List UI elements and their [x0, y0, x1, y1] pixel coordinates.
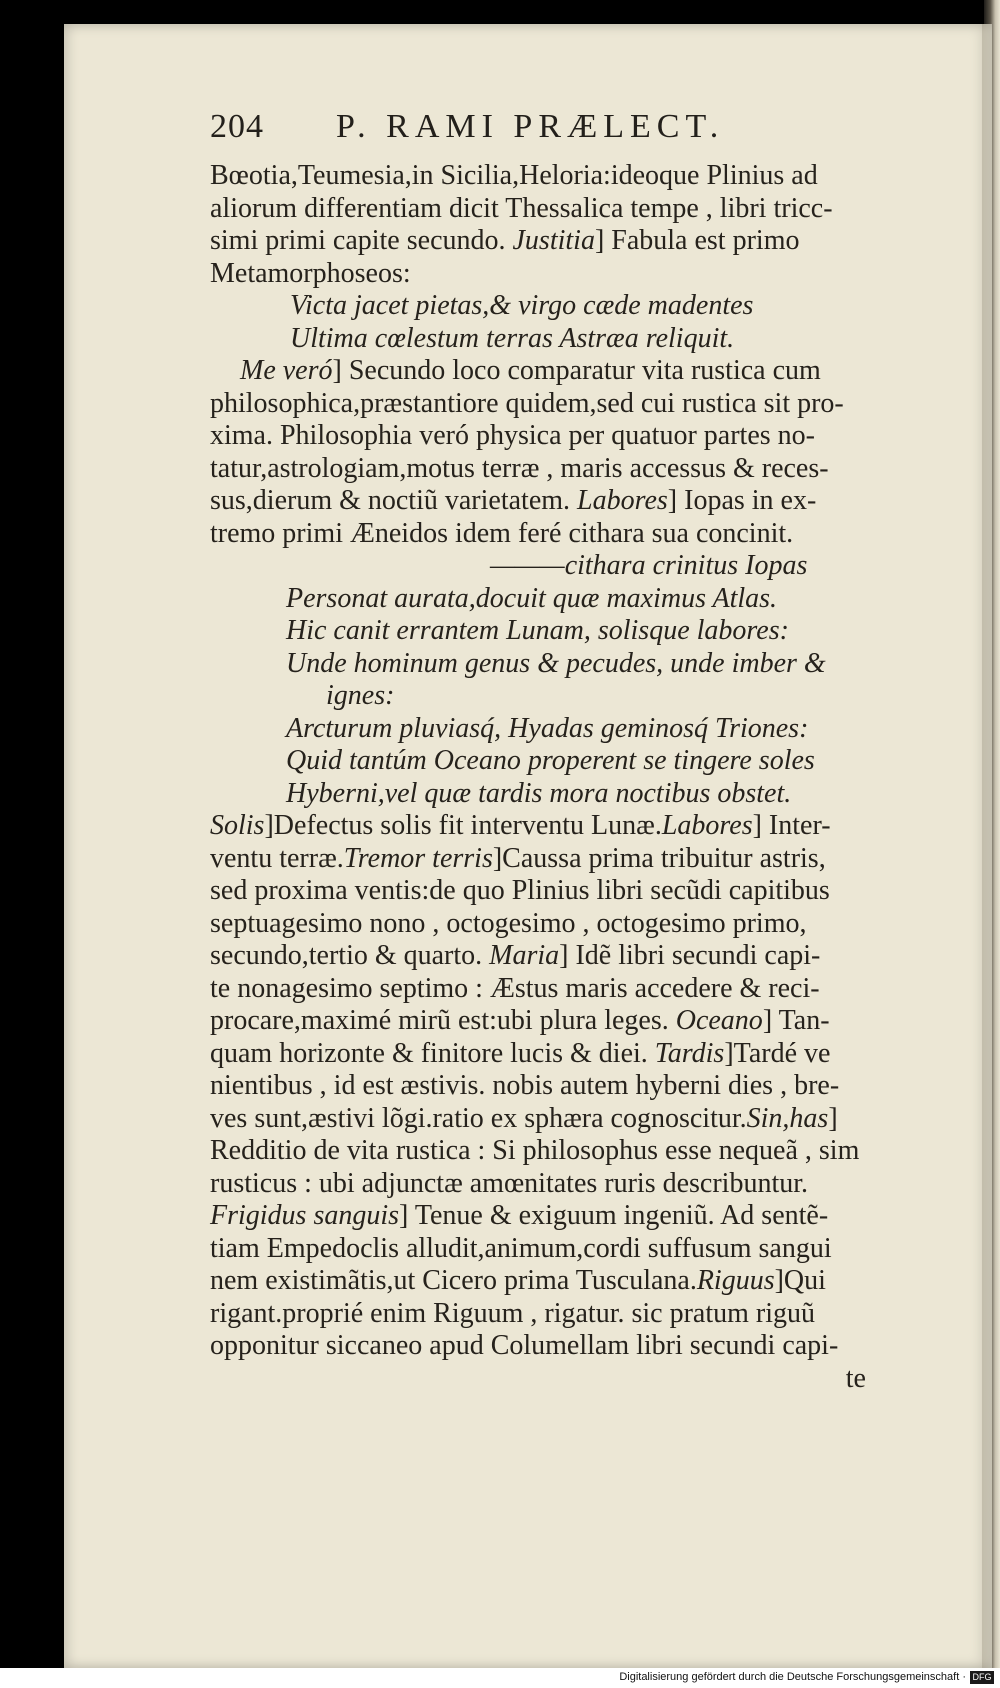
dfg-logo: DFG — [970, 1671, 994, 1684]
verse-line: Unde hominum genus & pecudes, unde imber & — [286, 647, 826, 679]
text-span: nem existimãtis,ut Cicero prima Tusculana. — [210, 1265, 697, 1296]
funding-credit: Digitalisierung gefördert durch die Deutsche Forschungsgemeinschaft · — [619, 1671, 966, 1683]
text-line — [210, 940, 940, 973]
text-line: xima. Philosophia veró physica per quatuor partes no- — [210, 420, 815, 451]
text-span: procare,maximé mirũ est:ubi plura leges. — [210, 1005, 669, 1036]
text-span: sus,dierum & noctiũ varietatem. — [210, 485, 571, 516]
digitization-footer — [0, 1668, 1000, 1688]
text-span: ] Inter- — [752, 810, 831, 841]
lemma-labores: Labores — [661, 810, 753, 841]
verse-line: Arcturum pluviasq́, Hyadas geminosq́ Triones: — [286, 712, 809, 744]
lemma-tardis: Tardis — [654, 1037, 725, 1069]
text-line — [210, 1265, 940, 1298]
text-line: rigant.proprié enim Riguum , rigatur. sic pratum riguũ — [210, 1297, 815, 1329]
text-span: ] Fabula est primo — [594, 225, 800, 256]
text-line: philosophica,præstantiore quidem,sed cui rustica sit pro- — [210, 387, 844, 419]
text-span: ] — [264, 810, 274, 841]
text-line — [210, 1038, 940, 1071]
verse-line: Hic canit errantem Lunam, solisque labores: — [286, 615, 789, 646]
text-span: ] Iopas in ex- — [667, 485, 817, 516]
text-span: Tenue & exiguum ingeniũ. Ad sentẽ- — [414, 1200, 829, 1231]
text-span: ] Idẽ libri secundi capi- — [559, 940, 821, 971]
verse-line: Ultima cœlestum terras Astræa reliquit. — [290, 322, 735, 354]
text-line: tatur,astrologiam,motus terræ , maris accessus & reces- — [210, 452, 829, 484]
text-span: ves sunt,æstivi lõgi.ratio ex sphæra cognoscitur. — [210, 1102, 747, 1134]
text-line: septuagesimo nono , octogesimo , octogesimo primo, — [210, 907, 807, 939]
text-span: Secundo loco comparatur vita rustica cum — [348, 355, 821, 386]
lemma-labores: Labores — [577, 485, 668, 516]
text-line: aliorum differentiam dicit Thessalica tempe , libri tricc- — [210, 192, 833, 224]
lemma-maria: Maria — [489, 940, 560, 971]
lemma-frigidus-sanguis: Frigidus sanguis — [210, 1200, 400, 1231]
lemma-justitia: Justitia — [512, 225, 595, 256]
verse-line: Hyberni,vel quæ tardis mora noctibus obstet. — [286, 777, 792, 809]
verse-line: Quid tantúm Oceano properent se tingere soles — [286, 745, 815, 776]
text-line — [210, 810, 940, 843]
verse-line: ———cithara crinitus Iopas — [490, 550, 808, 581]
lemma-sin-has: Sin,has — [746, 1102, 829, 1134]
text-line: tiam Empedoclis alludit,animum,cordi suffusum sangui — [210, 1232, 832, 1264]
lemma-me-vero: Me veró — [240, 355, 333, 386]
text-span: Defectus solis fit interventu Lunæ. — [273, 810, 662, 841]
verse-line: Victa jacet pietas,& virgo cæde madentes — [290, 290, 754, 321]
text-line: nientibus , id est æstivis. nobis autem hyberni dies , bre- — [210, 1070, 840, 1101]
text-span: simi primi capite secundo. — [210, 225, 506, 256]
catchword: te — [845, 1362, 866, 1394]
text-line: tremo primi Æneidos idem feré cithara sua concinit. — [210, 517, 794, 549]
text-line: sed proxima ventis:de quo Plinius libri secũdi capitibus — [210, 875, 830, 906]
running-title: P. RAMI PRÆLECT. — [336, 108, 725, 145]
text-line: ves sunt,æstivi lõgi.ratio ex sphæra cognoscitur.Sin,has] — [210, 1102, 838, 1134]
lemma-tremor-terris: Tremor terris — [343, 842, 493, 874]
text-line: Redditio de vita rustica : Si philosophus esse nequeã , sim — [210, 1135, 860, 1166]
text-line: Metamorphoseos: — [210, 257, 411, 289]
text-span: secundo,tertio & quarto. — [210, 940, 483, 971]
text-line — [210, 1005, 940, 1038]
text-line — [210, 225, 940, 258]
page-header — [210, 108, 830, 152]
text-line: Me veró] Secundo loco comparatur vita rustica cum — [240, 355, 821, 386]
text-span: ventu terræ. — [210, 842, 344, 874]
text-line: Frigidus sanguis] Tenue & exiguum ingeniũ. Ad sentẽ- — [210, 1200, 829, 1231]
text-span: ]Caussa prima tribuitur astris, — [492, 842, 826, 874]
verse-line: ignes: — [326, 680, 395, 711]
lemma-solis: Solis — [210, 810, 265, 841]
lemma-riguus: Riguus — [696, 1265, 775, 1296]
text-line: te nonagesimo septimo : Æstus maris accedere & reci- — [210, 972, 820, 1004]
text-span: quam horizonte & finitore lucis & diei. — [210, 1037, 648, 1069]
text-span: ]Qui — [774, 1265, 826, 1296]
lemma-oceano: Oceano — [675, 1005, 763, 1036]
text-line — [210, 485, 940, 518]
text-line: rusticus : ubi adjunctæ amœnitates ruris describuntur. — [210, 1167, 809, 1199]
verse-line: Personat aurata,docuit quæ maximus Atlas. — [286, 582, 778, 614]
text-line: Bœotia,Teumesia,in Sicilia,Heloria:ideoque Plinius ad — [210, 160, 818, 191]
body-text — [210, 160, 940, 1395]
text-span: ] Tan- — [762, 1005, 830, 1036]
text-span: ]Tardé ve — [724, 1037, 831, 1069]
text-line: opponitur siccaneo apud Columellam libri secundi capi- — [210, 1330, 839, 1361]
text-line — [210, 843, 940, 876]
page-edge-shadow — [982, 24, 992, 1668]
page-number: 204 — [210, 108, 264, 145]
